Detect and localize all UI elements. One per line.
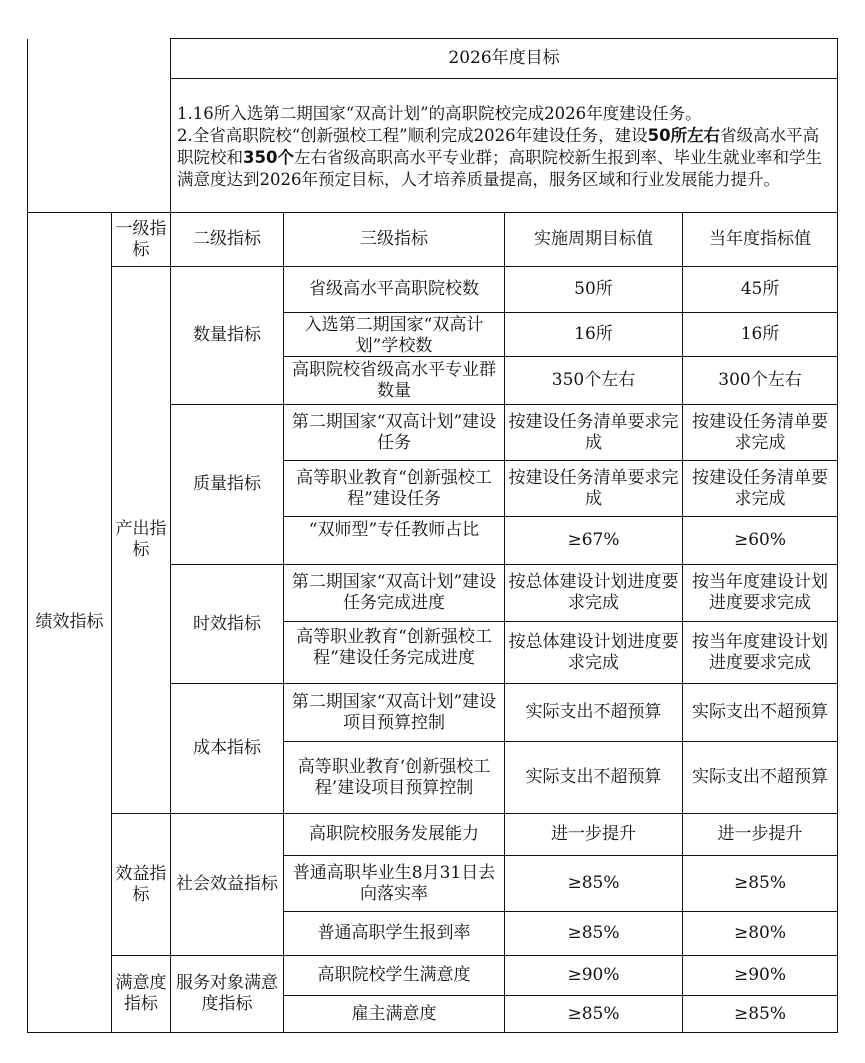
indicator-cell: 高等职业教育“创新强校工程”建设任务完成进度	[284, 622, 505, 684]
period-value: 实际支出不超预算	[505, 742, 683, 814]
period-value: 按建设任务清单要求完成	[505, 461, 683, 517]
table-row	[28, 267, 838, 313]
indicator-cell: 高职院校省级高水平专业群数量	[284, 357, 505, 405]
indicator-cell: 普通高职学生报到率	[284, 912, 505, 956]
period-value: ≥67%	[505, 517, 683, 565]
goal-description	[171, 79, 838, 213]
indicator-cell: 第二期国家“双高计划”建设项目预算控制	[284, 684, 505, 742]
perf-label: 绩效指标	[28, 213, 112, 1033]
annual-value: ≥60%	[683, 517, 838, 565]
service-satisfaction-label: 服务对象满意度指标	[171, 956, 284, 1033]
annual-value: 按当年度建设计划进度要求完成	[683, 622, 838, 684]
period-value: ≥85%	[505, 856, 683, 912]
table-row	[28, 814, 838, 856]
cost-label: 成本指标	[171, 684, 284, 814]
annual-value: 实际支出不超预算	[683, 684, 838, 742]
indicator-cell: “双师型”专任教师占比	[284, 517, 505, 565]
goal-line-1: 1.16所入选第二期国家“双高计划”的高职院校完成2026年度建设任务。	[177, 103, 702, 123]
output-label: 产出指标	[112, 267, 171, 814]
indicator-cell: 省级高水平高职院校数	[284, 267, 505, 313]
period-value: ≥85%	[505, 996, 683, 1033]
annual-value: 实际支出不超预算	[683, 742, 838, 814]
period-value: 按总体建设计划进度要求完成	[505, 565, 683, 622]
period-value: 按建设任务清单要求完成	[505, 405, 683, 461]
annual-value: 45所	[683, 267, 838, 313]
header-level3: 三级指标	[284, 213, 505, 267]
header-level1: 一级指标	[112, 213, 171, 267]
annual-value: 进一步提升	[683, 814, 838, 856]
indicator-cell: 雇主满意度	[284, 996, 505, 1033]
period-value: 按总体建设计划进度要求完成	[505, 622, 683, 684]
blank-corner-cell	[28, 39, 171, 213]
indicator-cell: 第二期国家“双高计划”建设任务	[284, 405, 505, 461]
annual-value: 按当年度建设计划进度要求完成	[683, 565, 838, 622]
period-value: ≥90%	[505, 956, 683, 996]
header-annual-target: 当年度指标值	[683, 213, 838, 267]
period-value: ≥85%	[505, 912, 683, 956]
goal-title: 2026年度目标	[171, 39, 838, 79]
period-value: 50所	[505, 267, 683, 313]
period-value: 16所	[505, 313, 683, 357]
indicator-cell: 高职院校学生满意度	[284, 956, 505, 996]
period-value: 实际支出不超预算	[505, 684, 683, 742]
goal-highlight-350: 350个	[243, 147, 294, 167]
performance-table	[27, 38, 838, 1033]
annual-value: 按建设任务清单要求完成	[683, 461, 838, 517]
annual-value: ≥90%	[683, 956, 838, 996]
timeliness-label: 时效指标	[171, 565, 284, 684]
indicator-cell: 第二期国家“双高计划”建设任务完成进度	[284, 565, 505, 622]
indicator-cell: 高职院校服务发展能力	[284, 814, 505, 856]
indicator-cell: 普通高职毕业生8月31日去向落实率	[284, 856, 505, 912]
social-benefit-label: 社会效益指标	[171, 814, 284, 956]
quality-label: 质量指标	[171, 405, 284, 565]
period-value: 350个左右	[505, 357, 683, 405]
indicator-cell: 入选第二期国家“双高计划”学校数	[284, 313, 505, 357]
annual-value: ≥80%	[683, 912, 838, 956]
indicator-cell: 高等职业教育‘创新强校工程’建设项目预算控制	[284, 742, 505, 814]
indicator-cell: 高等职业教育“创新强校工程”建设任务	[284, 461, 505, 517]
table-row	[28, 956, 838, 996]
header-period-target: 实施周期目标值	[505, 213, 683, 267]
period-value: 进一步提升	[505, 814, 683, 856]
annual-value: 16所	[683, 313, 838, 357]
annual-value: 300个左右	[683, 357, 838, 405]
quantity-label: 数量指标	[171, 267, 284, 405]
benefit-label: 效益指标	[112, 814, 171, 956]
annual-value: ≥85%	[683, 856, 838, 912]
goal-line-2: 2.全省高职院校“创新强校工程”顺利完成2026年建设任务，建设50所左右省级高水平高职院校和350个左右省级高职高水平专业群；高职院校新生报到率、毕业生就业率和学生满意度达到2026年预定目标，人才培养质量提高，服务区域和行业发展能力提升。	[177, 125, 822, 189]
header-level2: 二级指标	[171, 213, 284, 267]
annual-value: ≥85%	[683, 996, 838, 1033]
annual-value: 按建设任务清单要求完成	[683, 405, 838, 461]
goal-highlight-50: 50所左右	[647, 125, 721, 145]
satisfaction-label: 满意度指标	[112, 956, 171, 1033]
